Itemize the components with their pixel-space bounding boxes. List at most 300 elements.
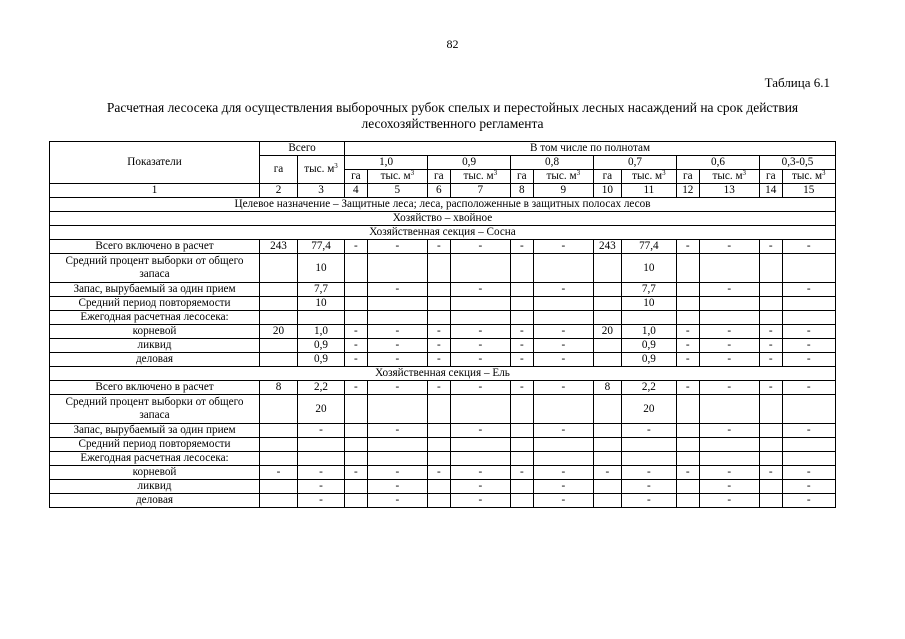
table-cell	[621, 311, 676, 325]
section-row	[50, 198, 836, 212]
table-cell	[760, 494, 783, 508]
table-cell: -	[760, 381, 783, 395]
table-cell: -	[297, 424, 344, 438]
table-cell: -	[450, 466, 510, 480]
table-cell: -	[782, 480, 835, 494]
table-cell	[760, 283, 783, 297]
header-density-1: 1,0	[345, 156, 428, 170]
table-cell	[677, 424, 700, 438]
table-cell	[345, 480, 368, 494]
table-cell: -	[297, 480, 344, 494]
header-volume: тыс. $м^3$	[782, 170, 835, 184]
table-cell: -	[511, 240, 534, 254]
table-cell: 1,0	[297, 325, 344, 339]
table-cell: -	[450, 480, 510, 494]
table-cell	[760, 395, 783, 424]
table-cell	[511, 480, 534, 494]
table-cell: -	[533, 325, 593, 339]
table-row	[50, 254, 836, 283]
table-cell	[428, 480, 451, 494]
table-cell	[511, 283, 534, 297]
table-cell: -	[450, 381, 510, 395]
column-number: 1	[50, 184, 260, 198]
table-cell: -	[533, 283, 593, 297]
table-row	[50, 283, 836, 297]
header-density-2: 0,9	[428, 156, 511, 170]
header-including: В том числе по полнотам	[345, 142, 836, 156]
table-cell: -	[699, 283, 759, 297]
table-cell	[760, 438, 783, 452]
header-density-4: 0,7	[594, 156, 677, 170]
column-number: 12	[677, 184, 700, 198]
table-cell	[594, 297, 622, 311]
table-cell	[345, 424, 368, 438]
table-cell: -	[699, 424, 759, 438]
table-cell: 20	[297, 395, 344, 424]
table-cell	[621, 438, 676, 452]
table-cell: -	[699, 381, 759, 395]
table-cell	[782, 254, 835, 283]
table-cell	[511, 311, 534, 325]
table-cell: -	[345, 466, 368, 480]
table-cell: -	[428, 240, 451, 254]
header-density-3: 0,8	[511, 156, 594, 170]
table-cell: -	[297, 494, 344, 508]
table-cell	[782, 438, 835, 452]
table-cell	[260, 339, 298, 353]
table-cell	[260, 494, 298, 508]
table-cell: -	[428, 466, 451, 480]
table-cell: -	[511, 353, 534, 367]
table-cell	[260, 353, 298, 367]
table-cell: -	[782, 381, 835, 395]
table-row	[50, 381, 836, 395]
table-cell: -	[511, 339, 534, 353]
section-pine: Хозяйственная секция – Сосна	[50, 226, 836, 240]
column-number: 3	[297, 184, 344, 198]
table-row	[50, 311, 836, 325]
table-cell: -	[367, 240, 427, 254]
table-row	[50, 297, 836, 311]
table-cell	[367, 438, 427, 452]
table-cell	[428, 395, 451, 424]
table-cell: 77,4	[621, 240, 676, 254]
table-row	[50, 240, 836, 254]
table-caption: Расчетная лесосека для осуществления выборочных рубок спелых и перестойных лесных насаждений на срок действия лесохозяйственного регламента	[106, 100, 799, 131]
header-row-1	[50, 142, 836, 156]
section-row	[50, 367, 836, 381]
table-cell: -	[511, 381, 534, 395]
column-number: 5	[367, 184, 427, 198]
table-cell: -	[450, 325, 510, 339]
table-cell	[260, 283, 298, 297]
row-label: корневой	[50, 325, 260, 339]
table-cell: -	[260, 466, 298, 480]
header-density-5: 0,6	[677, 156, 760, 170]
table-cell	[677, 254, 700, 283]
table-cell: -	[782, 283, 835, 297]
table-cell: 243	[594, 240, 622, 254]
table-cell: -	[760, 325, 783, 339]
table-cell: -	[367, 353, 427, 367]
table-cell	[511, 452, 534, 466]
table-cell	[699, 438, 759, 452]
table-cell	[699, 395, 759, 424]
table-cell: -	[533, 353, 593, 367]
table-cell	[782, 395, 835, 424]
table-row	[50, 339, 836, 353]
table-cell	[511, 297, 534, 311]
table-cell	[760, 297, 783, 311]
header-ha: га	[760, 170, 783, 184]
table-cell: -	[782, 466, 835, 480]
table-cell: 1,0	[621, 325, 676, 339]
table-cell: 10	[621, 297, 676, 311]
table-cell: -	[428, 353, 451, 367]
header-ha: га	[594, 170, 622, 184]
table-cell: -	[345, 325, 368, 339]
table-cell: -	[782, 353, 835, 367]
table-cell: 77,4	[297, 240, 344, 254]
column-numbers-row	[50, 184, 836, 198]
header-volume: тыс. $м^3$	[533, 170, 593, 184]
table-cell	[594, 480, 622, 494]
table-cell: -	[677, 339, 700, 353]
table-cell	[594, 395, 622, 424]
table-row	[50, 494, 836, 508]
row-label: Ежегодная расчетная лесосека:	[50, 311, 260, 325]
table-cell	[428, 297, 451, 311]
table-cell	[428, 452, 451, 466]
table-cell: -	[533, 339, 593, 353]
header-volume: тыс. $м^3$	[367, 170, 427, 184]
column-number: 11	[621, 184, 676, 198]
table-row	[50, 395, 836, 424]
table-cell	[367, 254, 427, 283]
table-cell	[511, 438, 534, 452]
table-cell: 20	[594, 325, 622, 339]
table-cell	[594, 452, 622, 466]
table-cell: -	[450, 424, 510, 438]
table-cell: -	[345, 240, 368, 254]
table-cell: -	[428, 339, 451, 353]
table-cell: -	[677, 325, 700, 339]
table-cell	[677, 283, 700, 297]
table-cell	[594, 254, 622, 283]
table-cell: -	[782, 424, 835, 438]
table-cell	[345, 311, 368, 325]
table-cell: 2,2	[297, 381, 344, 395]
row-label: ликвид	[50, 339, 260, 353]
column-number: 2	[260, 184, 298, 198]
table-cell	[533, 452, 593, 466]
table-cell	[260, 254, 298, 283]
table-cell: 7,7	[297, 283, 344, 297]
row-label: Средний период повторяемости	[50, 438, 260, 452]
table-cell: -	[511, 325, 534, 339]
table-cell	[260, 395, 298, 424]
table-cell	[345, 297, 368, 311]
table-cell: 0,9	[297, 353, 344, 367]
table-cell: -	[345, 339, 368, 353]
table-cell	[428, 424, 451, 438]
table-cell: -	[367, 480, 427, 494]
table-cell	[782, 452, 835, 466]
row-label: Запас, вырубаемый за один прием	[50, 424, 260, 438]
table-cell	[760, 311, 783, 325]
table-cell: -	[367, 325, 427, 339]
header-ha: га	[677, 170, 700, 184]
table-cell	[677, 297, 700, 311]
row-label: Всего включено в расчет	[50, 381, 260, 395]
table-cell: -	[699, 240, 759, 254]
header-ha: га	[428, 170, 451, 184]
table-cell	[760, 254, 783, 283]
table-cell	[594, 438, 622, 452]
table-cell	[782, 297, 835, 311]
header-density-6: 0,3-0,5	[760, 156, 836, 170]
table-cell	[450, 438, 510, 452]
table-cell: 0,9	[621, 339, 676, 353]
table-cell	[760, 452, 783, 466]
table-cell	[450, 311, 510, 325]
table-cell	[594, 353, 622, 367]
table-cell: -	[677, 240, 700, 254]
table-cell: -	[533, 424, 593, 438]
table-cell	[760, 424, 783, 438]
table-cell: -	[782, 240, 835, 254]
table-cell: -	[782, 325, 835, 339]
table-label: Таблица 6.1	[764, 75, 830, 90]
table-cell: -	[297, 466, 344, 480]
table-cell	[367, 297, 427, 311]
table-cell	[760, 480, 783, 494]
table-cell	[533, 438, 593, 452]
table-cell	[428, 494, 451, 508]
table-cell	[260, 297, 298, 311]
header-volume: тыс. $м^3$	[699, 170, 759, 184]
table-cell: -	[621, 494, 676, 508]
header-ha: га	[511, 170, 534, 184]
table-cell	[594, 311, 622, 325]
table-cell	[428, 438, 451, 452]
header-total: Всего	[260, 142, 345, 156]
table-cell: -	[450, 494, 510, 508]
row-label: Средний период повторяемости	[50, 297, 260, 311]
table-cell: 243	[260, 240, 298, 254]
header-ha: га	[345, 170, 368, 184]
table-cell: -	[677, 381, 700, 395]
table-cell: -	[450, 339, 510, 353]
column-number: 8	[511, 184, 534, 198]
row-label: ликвид	[50, 480, 260, 494]
table-cell	[367, 395, 427, 424]
table-cell: -	[533, 494, 593, 508]
table-cell	[677, 311, 700, 325]
table-cell: -	[450, 283, 510, 297]
row-label: деловая	[50, 494, 260, 508]
table-cell	[428, 311, 451, 325]
table-cell	[533, 254, 593, 283]
header-total-volume: тыс. $м^3$	[297, 156, 344, 184]
table-cell	[677, 480, 700, 494]
table-cell: -	[782, 339, 835, 353]
table-cell: -	[621, 424, 676, 438]
table-cell: -	[367, 339, 427, 353]
allowable-cut-table	[49, 141, 836, 508]
header-indicators: Показатели	[50, 142, 260, 184]
header-volume: тыс. $м^3$	[621, 170, 676, 184]
table-cell: -	[345, 353, 368, 367]
row-label: Средний процент выборки от общего запаса	[50, 254, 260, 283]
table-cell: -	[699, 339, 759, 353]
table-cell	[594, 339, 622, 353]
table-cell: -	[677, 353, 700, 367]
table-cell	[367, 452, 427, 466]
table-cell: -	[699, 325, 759, 339]
table-cell: -	[533, 381, 593, 395]
column-number: 4	[345, 184, 368, 198]
table-row	[50, 353, 836, 367]
section-spruce: Хозяйственная секция – Ель	[50, 367, 836, 381]
table-cell: 0,9	[621, 353, 676, 367]
table-cell	[677, 452, 700, 466]
table-cell	[594, 494, 622, 508]
table-cell	[260, 480, 298, 494]
column-number: 6	[428, 184, 451, 198]
table-cell	[677, 438, 700, 452]
table-cell	[594, 283, 622, 297]
column-number: 9	[533, 184, 593, 198]
table-cell: 8	[594, 381, 622, 395]
table-cell	[297, 452, 344, 466]
table-cell	[699, 311, 759, 325]
table-cell	[428, 283, 451, 297]
table-cell: 20	[260, 325, 298, 339]
table-cell	[533, 395, 593, 424]
table-cell: -	[621, 480, 676, 494]
section-row	[50, 212, 836, 226]
table-row	[50, 325, 836, 339]
table-row	[50, 424, 836, 438]
table-cell: -	[760, 466, 783, 480]
column-number: 7	[450, 184, 510, 198]
table-row	[50, 466, 836, 480]
table-cell: -	[428, 325, 451, 339]
table-cell	[450, 297, 510, 311]
table-cell	[677, 395, 700, 424]
table-cell	[699, 254, 759, 283]
table-cell	[367, 311, 427, 325]
table-cell: -	[760, 353, 783, 367]
table-cell: -	[533, 240, 593, 254]
table-cell: -	[782, 494, 835, 508]
table-cell: -	[367, 381, 427, 395]
table-cell	[297, 311, 344, 325]
table-row	[50, 438, 836, 452]
table-cell	[450, 395, 510, 424]
table-cell	[345, 395, 368, 424]
section-farm: Хозяйство – хвойное	[50, 212, 836, 226]
table-cell	[621, 452, 676, 466]
table-cell: -	[367, 466, 427, 480]
table-cell	[594, 424, 622, 438]
table-cell	[511, 395, 534, 424]
row-label: Всего включено в расчет	[50, 240, 260, 254]
row-label: корневой	[50, 466, 260, 480]
table-cell: -	[450, 353, 510, 367]
table-cell: -	[367, 283, 427, 297]
table-cell: -	[760, 339, 783, 353]
table-cell: -	[699, 353, 759, 367]
table-cell	[511, 254, 534, 283]
table-cell: -	[699, 466, 759, 480]
table-cell: -	[533, 480, 593, 494]
table-cell	[260, 452, 298, 466]
table-cell: -	[621, 466, 676, 480]
table-cell: -	[533, 466, 593, 480]
table-cell	[260, 438, 298, 452]
table-cell	[699, 297, 759, 311]
table-cell	[699, 452, 759, 466]
header-volume: тыс. $м^3$	[450, 170, 510, 184]
table-cell: -	[760, 240, 783, 254]
section-purpose: Целевое назначение – Защитные леса; леса, расположенные в защитных полосах лесов	[50, 198, 836, 212]
table-cell: -	[450, 240, 510, 254]
table-cell	[450, 452, 510, 466]
table-cell: -	[367, 424, 427, 438]
table-cell	[428, 254, 451, 283]
table-cell	[345, 452, 368, 466]
row-label: деловая	[50, 353, 260, 367]
column-number: 10	[594, 184, 622, 198]
table-cell	[260, 311, 298, 325]
table-cell: 20	[621, 395, 676, 424]
table-cell	[345, 283, 368, 297]
table-cell: -	[699, 480, 759, 494]
section-row	[50, 226, 836, 240]
table-cell	[345, 494, 368, 508]
table-cell: 10	[297, 297, 344, 311]
table-cell: -	[511, 466, 534, 480]
table-cell: 8	[260, 381, 298, 395]
table-cell: 2,2	[621, 381, 676, 395]
row-label: Запас, вырубаемый за один прием	[50, 283, 260, 297]
column-number: 13	[699, 184, 759, 198]
table-cell	[345, 438, 368, 452]
table-cell	[782, 311, 835, 325]
page-number: 82	[446, 37, 459, 51]
table-cell	[533, 311, 593, 325]
table-cell: 7,7	[621, 283, 676, 297]
row-label: Ежегодная расчетная лесосека:	[50, 452, 260, 466]
table-cell: -	[699, 494, 759, 508]
table-row	[50, 452, 836, 466]
row-label: Средний процент выборки от общего запаса	[50, 395, 260, 424]
table-cell	[533, 297, 593, 311]
table-cell	[297, 438, 344, 452]
table-row	[50, 480, 836, 494]
table-cell: 10	[621, 254, 676, 283]
table-cell: -	[594, 466, 622, 480]
column-number: 14	[760, 184, 783, 198]
table-cell: 0,9	[297, 339, 344, 353]
table-cell: 10	[297, 254, 344, 283]
table-cell	[450, 254, 510, 283]
header-total-ha: га	[260, 156, 298, 184]
table-cell	[345, 254, 368, 283]
table-cell: -	[677, 466, 700, 480]
